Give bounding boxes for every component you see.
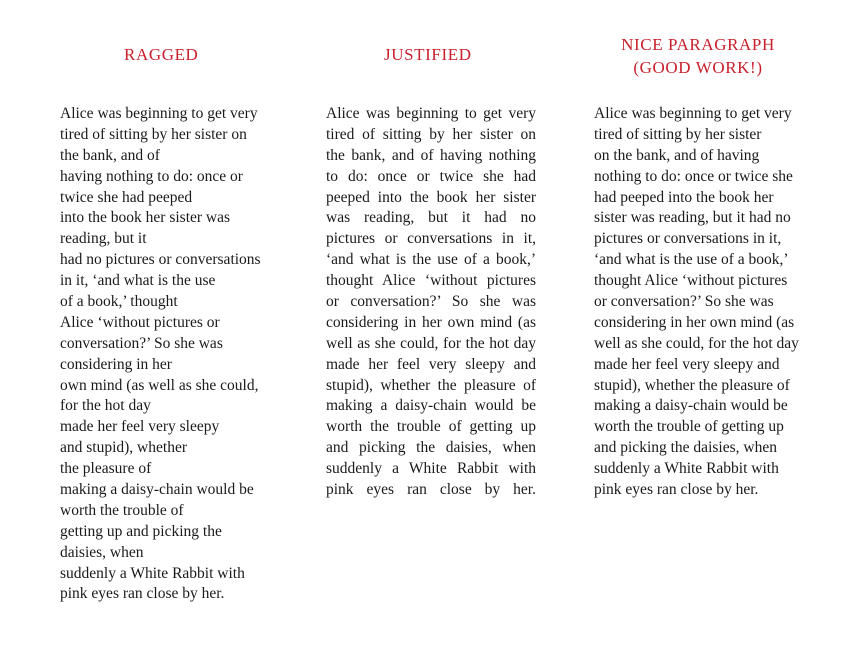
paragraph-line: and picking the daisies, when <box>326 439 536 457</box>
paragraph-line: Alice was beginning to get very <box>60 105 258 122</box>
paragraph-line: the pleasure of <box>60 460 152 478</box>
paragraph-line: stupid), whether the pleasure of <box>594 376 790 394</box>
paragraph-line: pictures or conversations in it, <box>326 230 536 248</box>
paragraph-line: twice she had peeped <box>60 188 193 206</box>
paragraph-line: or conversation?’ So she was <box>594 293 774 311</box>
paragraph-line: ‘and what is the use of a book,’ <box>326 251 536 269</box>
paragraph-line: considering in her own mind (as <box>594 313 795 331</box>
paragraph-line: made her feel very sleepy <box>60 418 220 436</box>
paragraph-line: daisies, when <box>60 543 144 561</box>
paragraph-line: sister was reading, but it had no <box>594 209 791 227</box>
paragraph-line: suddenly a White Rabbit with <box>60 564 245 582</box>
paragraph-line: own mind (as well as she could, <box>60 376 259 394</box>
paragraph-line: worth the trouble of getting up <box>326 418 536 436</box>
paragraph-line: of a book,’ thought <box>60 293 178 311</box>
nice-paragraph-heading-line-2: (GOOD WORK!) <box>633 58 763 77</box>
paragraph-line: thought Alice ‘without pictures <box>326 272 536 290</box>
paragraph-line: worth the trouble of getting up <box>594 418 784 436</box>
paragraph-line: conversation?’ So she was <box>60 334 223 352</box>
paragraph-line: thought Alice ‘without pictures <box>594 272 788 290</box>
paragraph-line: getting up and picking the <box>60 522 222 540</box>
paragraph-line: to do: once or twice she had <box>326 167 536 185</box>
paragraph-line: Alice ‘without pictures or <box>60 313 220 331</box>
paragraph-line: nothing to do: once or twice she <box>594 167 793 185</box>
paragraph-line: had no pictures or conversations <box>60 251 261 269</box>
paragraph-line: suddenly a White Rabbit with <box>594 460 779 478</box>
nice-paragraph <box>594 104 799 501</box>
paragraph-line: reading, but it <box>60 230 147 248</box>
nice-paragraph-heading <box>614 33 782 79</box>
nice-paragraph-heading-line-1: NICE PARAGRAPH <box>621 35 775 54</box>
paragraph-line: pink eyes ran close by her. <box>594 481 759 499</box>
ragged-heading <box>124 43 198 66</box>
paragraph-line: into the book her sister was <box>60 209 231 227</box>
paragraph-line: considering in her own mind (as <box>326 313 536 331</box>
paragraph-line: had peeped into the book her <box>594 188 774 206</box>
paragraph-line: or conversation?’ So she was <box>326 293 536 311</box>
paragraph-line: tired of sitting by her sister on <box>60 125 247 143</box>
paragraph-line: and stupid), whether <box>60 439 187 457</box>
paragraph-line: and picking the daisies, when <box>594 439 777 457</box>
paragraph-line: made her feel very sleepy and <box>326 355 536 373</box>
paragraph-line: having nothing to do: once or <box>60 167 243 185</box>
paragraph-line: tired of sitting by her sister <box>594 125 762 143</box>
paragraph-line: worth the trouble of <box>60 501 184 519</box>
paragraph-line: well as she could, for the hot day <box>326 334 536 352</box>
justified-heading-line: JUSTIFIED <box>384 45 472 64</box>
paragraph-line: stupid), whether the pleasure of <box>326 376 536 394</box>
paragraph-line: tired of sitting by her sister on <box>326 125 536 143</box>
paragraph-line: Alice was beginning to get very <box>594 105 792 122</box>
paragraph-line: for the hot day <box>60 397 151 415</box>
paragraph-line: made her feel very sleepy and <box>594 355 780 373</box>
paragraph-line: pictures or conversations in it, <box>594 230 782 248</box>
paragraph-line: considering in her <box>60 355 172 373</box>
paragraph-line: making a daisy-chain would be <box>594 397 788 415</box>
paragraph-line: in it, ‘and what is the use <box>60 272 216 290</box>
justified-heading <box>384 43 472 66</box>
paragraph-line: ‘and what is the use of a book,’ <box>594 251 789 269</box>
paragraph-line: pink eyes ran close by her. <box>326 481 536 499</box>
ragged-paragraph <box>60 104 261 605</box>
paragraph-line: making a daisy-chain would be <box>326 397 536 415</box>
justified-paragraph <box>326 104 536 501</box>
ragged-heading-line: RAGGED <box>124 45 199 64</box>
paragraph-line: well as she could, for the hot day <box>594 334 799 352</box>
paragraph-line: on the bank, and of having <box>594 146 760 164</box>
paragraph-line: peeped into the book her sister <box>326 188 536 206</box>
paragraph-line: pink eyes ran close by her. <box>60 585 225 603</box>
paragraph-line: suddenly a White Rabbit with <box>326 460 536 478</box>
paragraph-line: Alice was beginning to get very <box>326 105 536 122</box>
paragraph-line: making a daisy-chain would be <box>60 481 254 499</box>
paragraph-line: the bank, and of <box>60 146 160 164</box>
paragraph-line: the bank, and of having nothing <box>326 146 536 164</box>
paragraph-line: was reading, but it had no <box>326 209 536 227</box>
